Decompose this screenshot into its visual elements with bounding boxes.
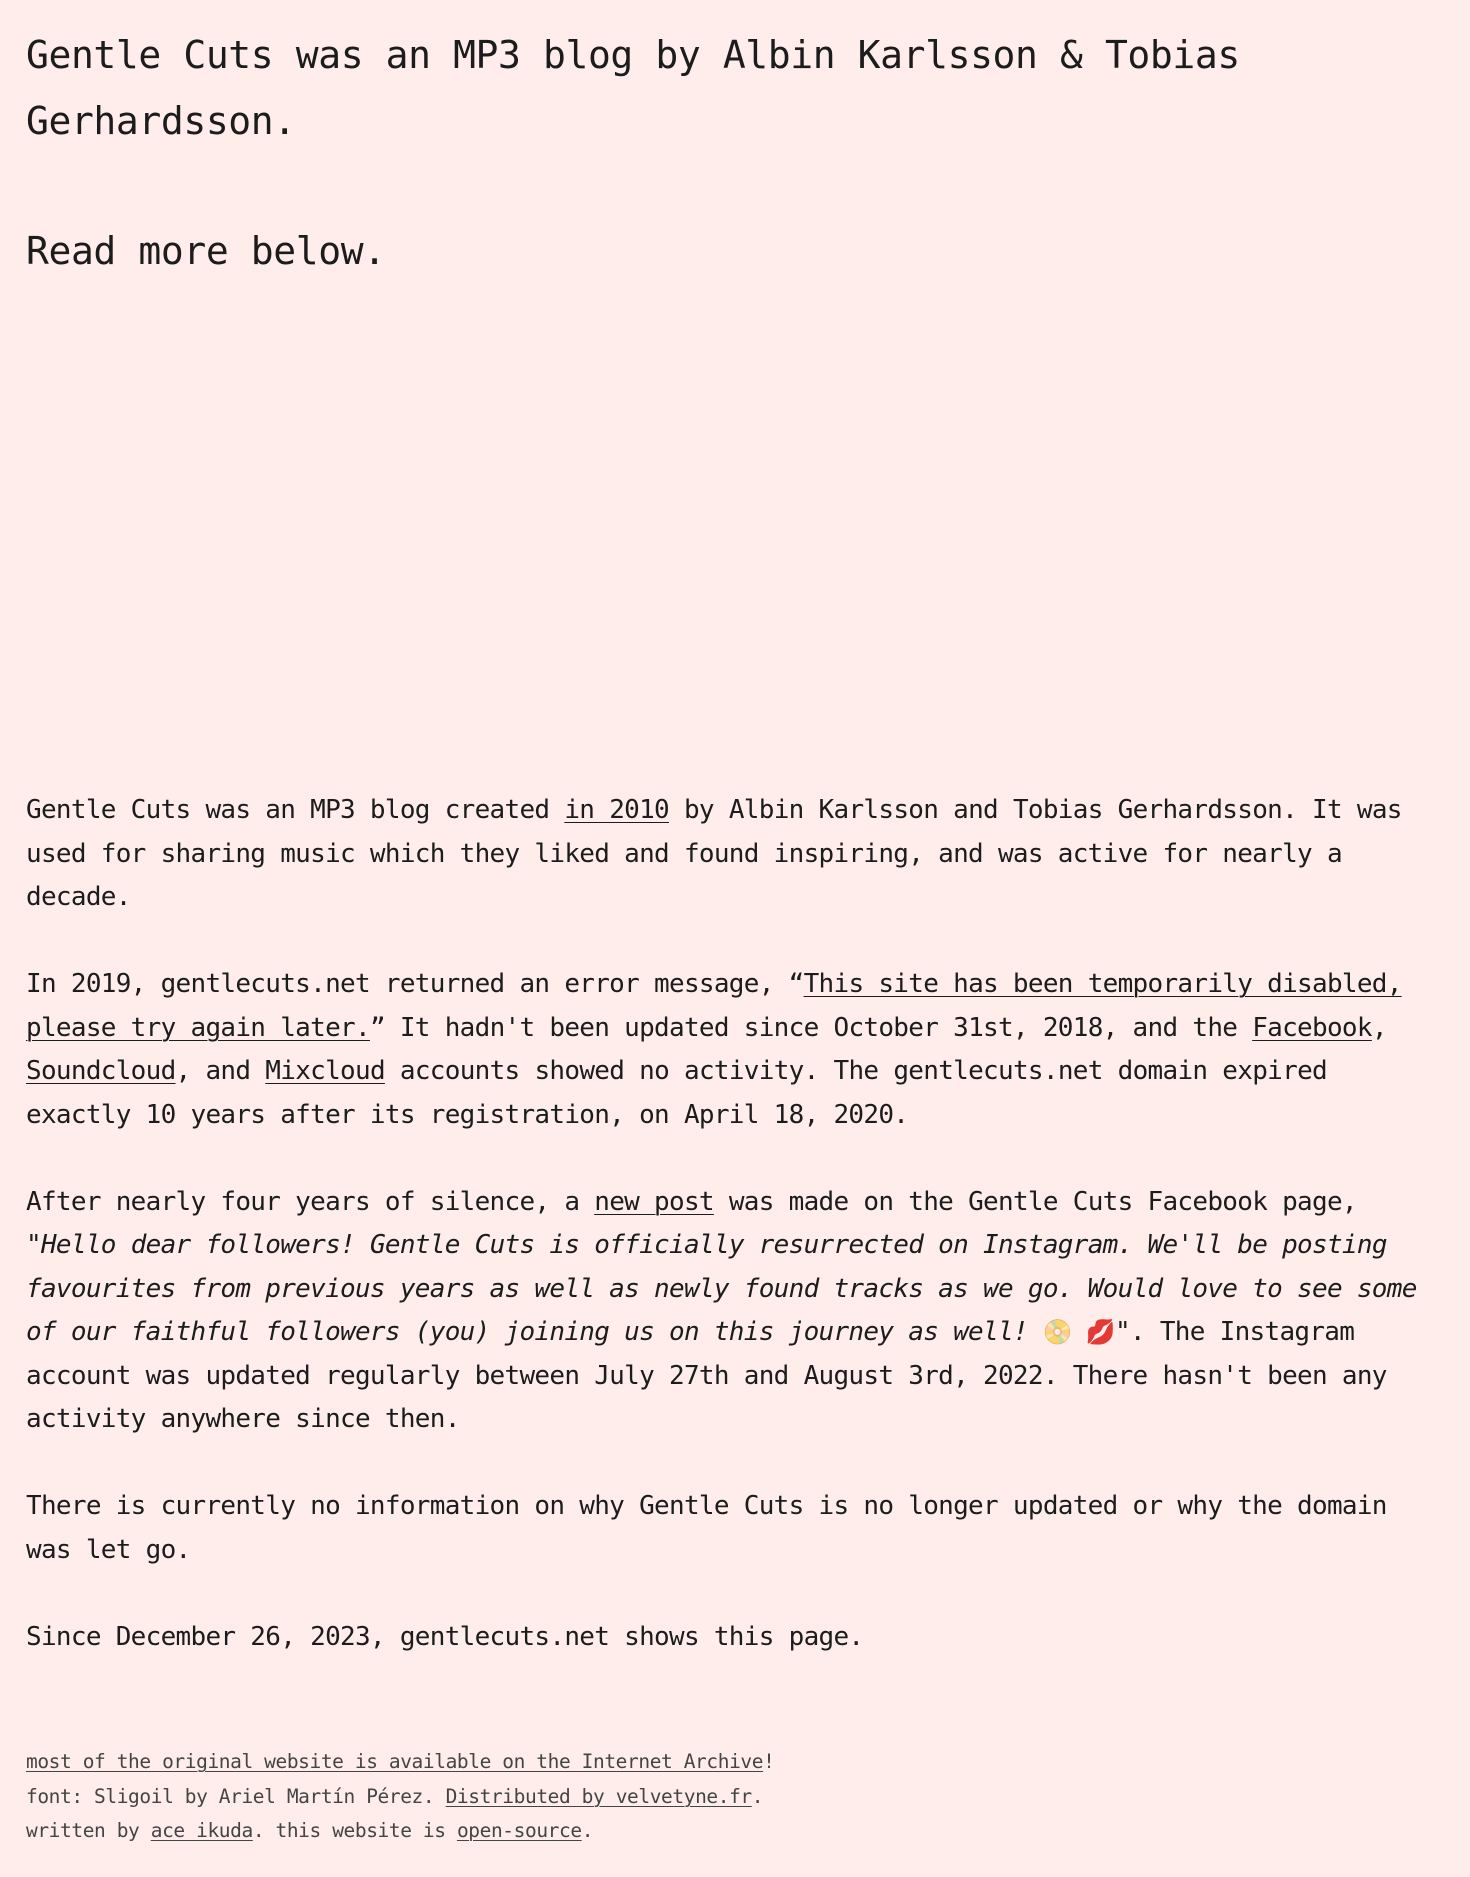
footer (26, 1745, 1446, 1849)
link-internet-archive[interactable]: most of the original website is available on the Internet Archive (26, 1750, 764, 1773)
paragraph-since: Since December 26, 2023, gentlecuts.net shows this page. (26, 1621, 864, 1652)
link-new-post[interactable]: new post (594, 1186, 714, 1217)
link-open-source[interactable]: open-source (456, 1819, 582, 1842)
link-in-2010[interactable]: in 2010 (564, 795, 670, 825)
footer-font-line: font: Sligoil by Ariel Martín Pérez. Distributed by velvetyne.fr. (26, 1784, 764, 1808)
link-soundcloud[interactable]: Soundcloud (26, 1056, 176, 1086)
paragraph-history: Gentle Cuts was an MP3 blog created in 2010 by Albin Karlsson and Tobias Gerhardsson. It was used for sharing music which they liked and found inspiring, and was active for nearly a decade. (26, 795, 1402, 912)
link-facebook[interactable]: Facebook (1252, 1012, 1372, 1043)
hero-title: Gentle Cuts was an MP3 blog by Albin Karlsson & Tobias Gerhardsson. (26, 33, 1240, 143)
footer-archive-line: most of the original website is available on the Internet Archive! (26, 1750, 775, 1773)
facebook-post-quote: Hello dear followers! Gentle Cuts is officially resurrected on Instagram. We'll be posting favourites from previous years as well as newly found tracks as we go. Would love to see some of our faithful followers (you) joining us on this journey as well! (26, 1230, 1417, 1347)
link-mixcloud[interactable]: Mixcloud (265, 1056, 385, 1086)
paragraph-resurrection: After nearly four years of silence, a new post was made on the Gentle Cuts Facebook page, "Hello dear followers! Gentle Cuts is officially resurrected on Instagram. We'll be posting favourites from previous years as well as newly found tracks as we go. Would love to see some of our faithful followers (you) joining us on this journey as well! 📀 💋". The Instagram account was updated regularly between July 27th and August 3rd, 2022. There hasn't been any activity anywhere since then. (26, 1186, 1417, 1434)
link-author[interactable]: ace ikuda (150, 1819, 253, 1842)
paragraph-no-information: There is currently no information on why Gentle Cuts is no longer updated or why the domain was let go. (26, 1491, 1387, 1565)
hero-subtitle: Read more below. (26, 229, 386, 273)
disc-and-lips-emoji-icon: 📀 💋 (1042, 1318, 1115, 1346)
link-velvetyne[interactable]: Distributed by velvetyne.fr (445, 1784, 752, 1808)
article (26, 789, 1446, 1703)
paragraph-shutdown: In 2019, gentlecuts.net returned an error message, “This site has been temporarily disabled, please try again later.” It hadn't been updated since October 31st, 2018, and the Facebook, Soundcloud, and Mixcloud accounts showed no activity. The gentlecuts.net domain expired exactly 10 years after its registration, on April 18, 2020. (26, 969, 1402, 1130)
footer-credits-line: written by ace ikuda. this website is open-source. (26, 1819, 594, 1842)
link-error-message[interactable]: This site has been temporarily disabled, please try again later. (26, 969, 1402, 1043)
